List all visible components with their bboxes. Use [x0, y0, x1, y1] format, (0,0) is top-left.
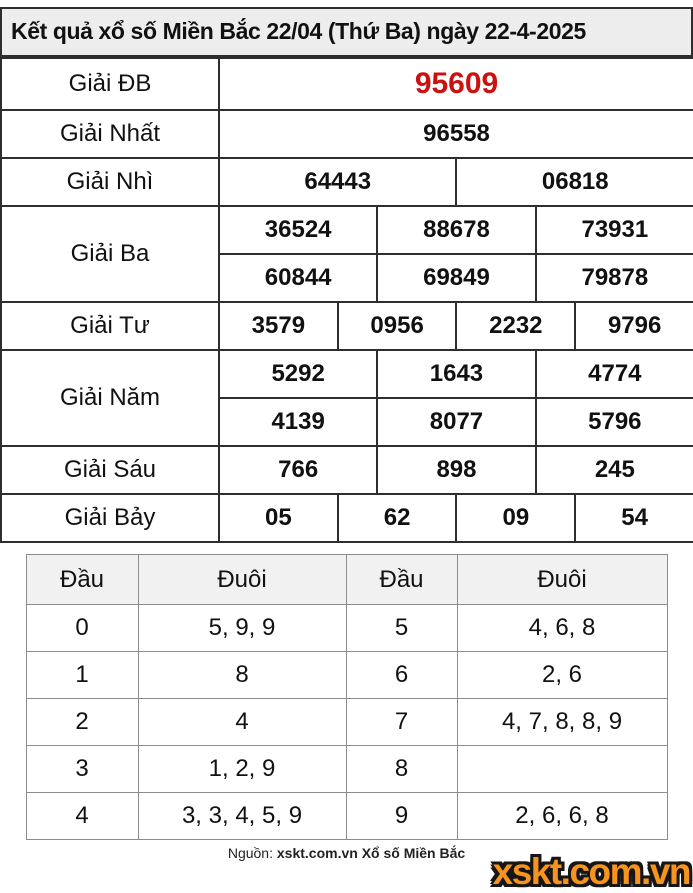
page-title: Kết quả xổ số Miền Bắc 22/04 (Thứ Ba) ngày 22-4-2025	[0, 7, 693, 57]
head-tail-row	[26, 652, 667, 699]
head-cell: 1	[26, 652, 138, 699]
tail-cell: 3, 3, 4, 5, 9	[138, 793, 346, 840]
head-cell: 7	[346, 699, 457, 746]
prize-value: 766	[219, 446, 377, 494]
prize-row-nhi	[1, 158, 693, 206]
prize-value: 2232	[456, 302, 575, 350]
head-tail-row	[26, 699, 667, 746]
header-dau-right: Đầu	[346, 555, 457, 605]
head-cell: 6	[346, 652, 457, 699]
special-prize-value: 95609	[219, 58, 693, 110]
prize-value: 96558	[219, 110, 693, 158]
prize-value: 3579	[219, 302, 338, 350]
prize-value: 79878	[536, 254, 693, 302]
header-duoi-left: Đuôi	[138, 555, 346, 605]
source-prefix: Nguồn:	[227, 845, 273, 861]
prize-value: 8077	[377, 398, 535, 446]
prize-value: 1643	[377, 350, 535, 398]
head-cell: 8	[346, 746, 457, 793]
prize-value: 245	[536, 446, 693, 494]
prize-table	[0, 57, 693, 543]
prize-value: 54	[575, 494, 693, 542]
head-cell: 2	[26, 699, 138, 746]
prize-row-ba-1	[1, 206, 693, 254]
prize-label: Giải Ba	[1, 206, 219, 302]
xskt-logo[interactable]: xskt.com.vn	[492, 851, 690, 892]
tail-cell: 1, 2, 9	[138, 746, 346, 793]
prize-row-sau	[1, 446, 693, 494]
tail-cell: 8	[138, 652, 346, 699]
prize-row-tu	[1, 302, 693, 350]
prize-value: 0956	[338, 302, 457, 350]
prize-row-db	[1, 58, 693, 110]
prize-label: Giải ĐB	[1, 58, 219, 110]
prize-value: 09	[456, 494, 575, 542]
tail-cell: 5, 9, 9	[138, 605, 346, 652]
prize-value: 5292	[219, 350, 377, 398]
head-cell: 3	[26, 746, 138, 793]
prize-value: 69849	[377, 254, 535, 302]
tail-cell: 2, 6, 6, 8	[457, 793, 667, 840]
prize-row-nam-1	[1, 350, 693, 398]
header-dau-left: Đầu	[26, 555, 138, 605]
prize-value: 73931	[536, 206, 693, 254]
head-cell: 9	[346, 793, 457, 840]
head-cell: 5	[346, 605, 457, 652]
prize-value: 06818	[456, 158, 693, 206]
prize-label: Giải Tư	[1, 302, 219, 350]
prize-row-bay	[1, 494, 693, 542]
prize-value: 9796	[575, 302, 693, 350]
tail-cell: 4	[138, 699, 346, 746]
head-tail-table	[26, 554, 668, 840]
prize-value: 05	[219, 494, 338, 542]
prize-value: 88678	[377, 206, 535, 254]
head-cell: 4	[26, 793, 138, 840]
prize-value: 4139	[219, 398, 377, 446]
head-cell: 0	[26, 605, 138, 652]
prize-label: Giải Sáu	[1, 446, 219, 494]
prize-value: 5796	[536, 398, 693, 446]
prize-label: Giải Năm	[1, 350, 219, 446]
head-tail-row	[26, 793, 667, 840]
head-tail-row	[26, 605, 667, 652]
prize-label: Giải Bảy	[1, 494, 219, 542]
prize-value: 64443	[219, 158, 456, 206]
prize-value: 4774	[536, 350, 693, 398]
tail-cell	[457, 746, 667, 793]
tail-cell: 2, 6	[457, 652, 667, 699]
prize-value: 60844	[219, 254, 377, 302]
prize-label: Giải Nhất	[1, 110, 219, 158]
head-tail-row	[26, 746, 667, 793]
prize-value: 36524	[219, 206, 377, 254]
tail-cell: 4, 6, 8	[457, 605, 667, 652]
prize-label: Giải Nhì	[1, 158, 219, 206]
prize-row-nhat	[1, 110, 693, 158]
source-name: xskt.com.vn Xổ số Miền Bắc	[276, 845, 466, 861]
prize-value: 62	[338, 494, 457, 542]
prize-value: 898	[377, 446, 535, 494]
tail-cell: 4, 7, 8, 8, 9	[457, 699, 667, 746]
head-tail-header-row	[26, 555, 667, 605]
header-duoi-right: Đuôi	[457, 555, 667, 605]
